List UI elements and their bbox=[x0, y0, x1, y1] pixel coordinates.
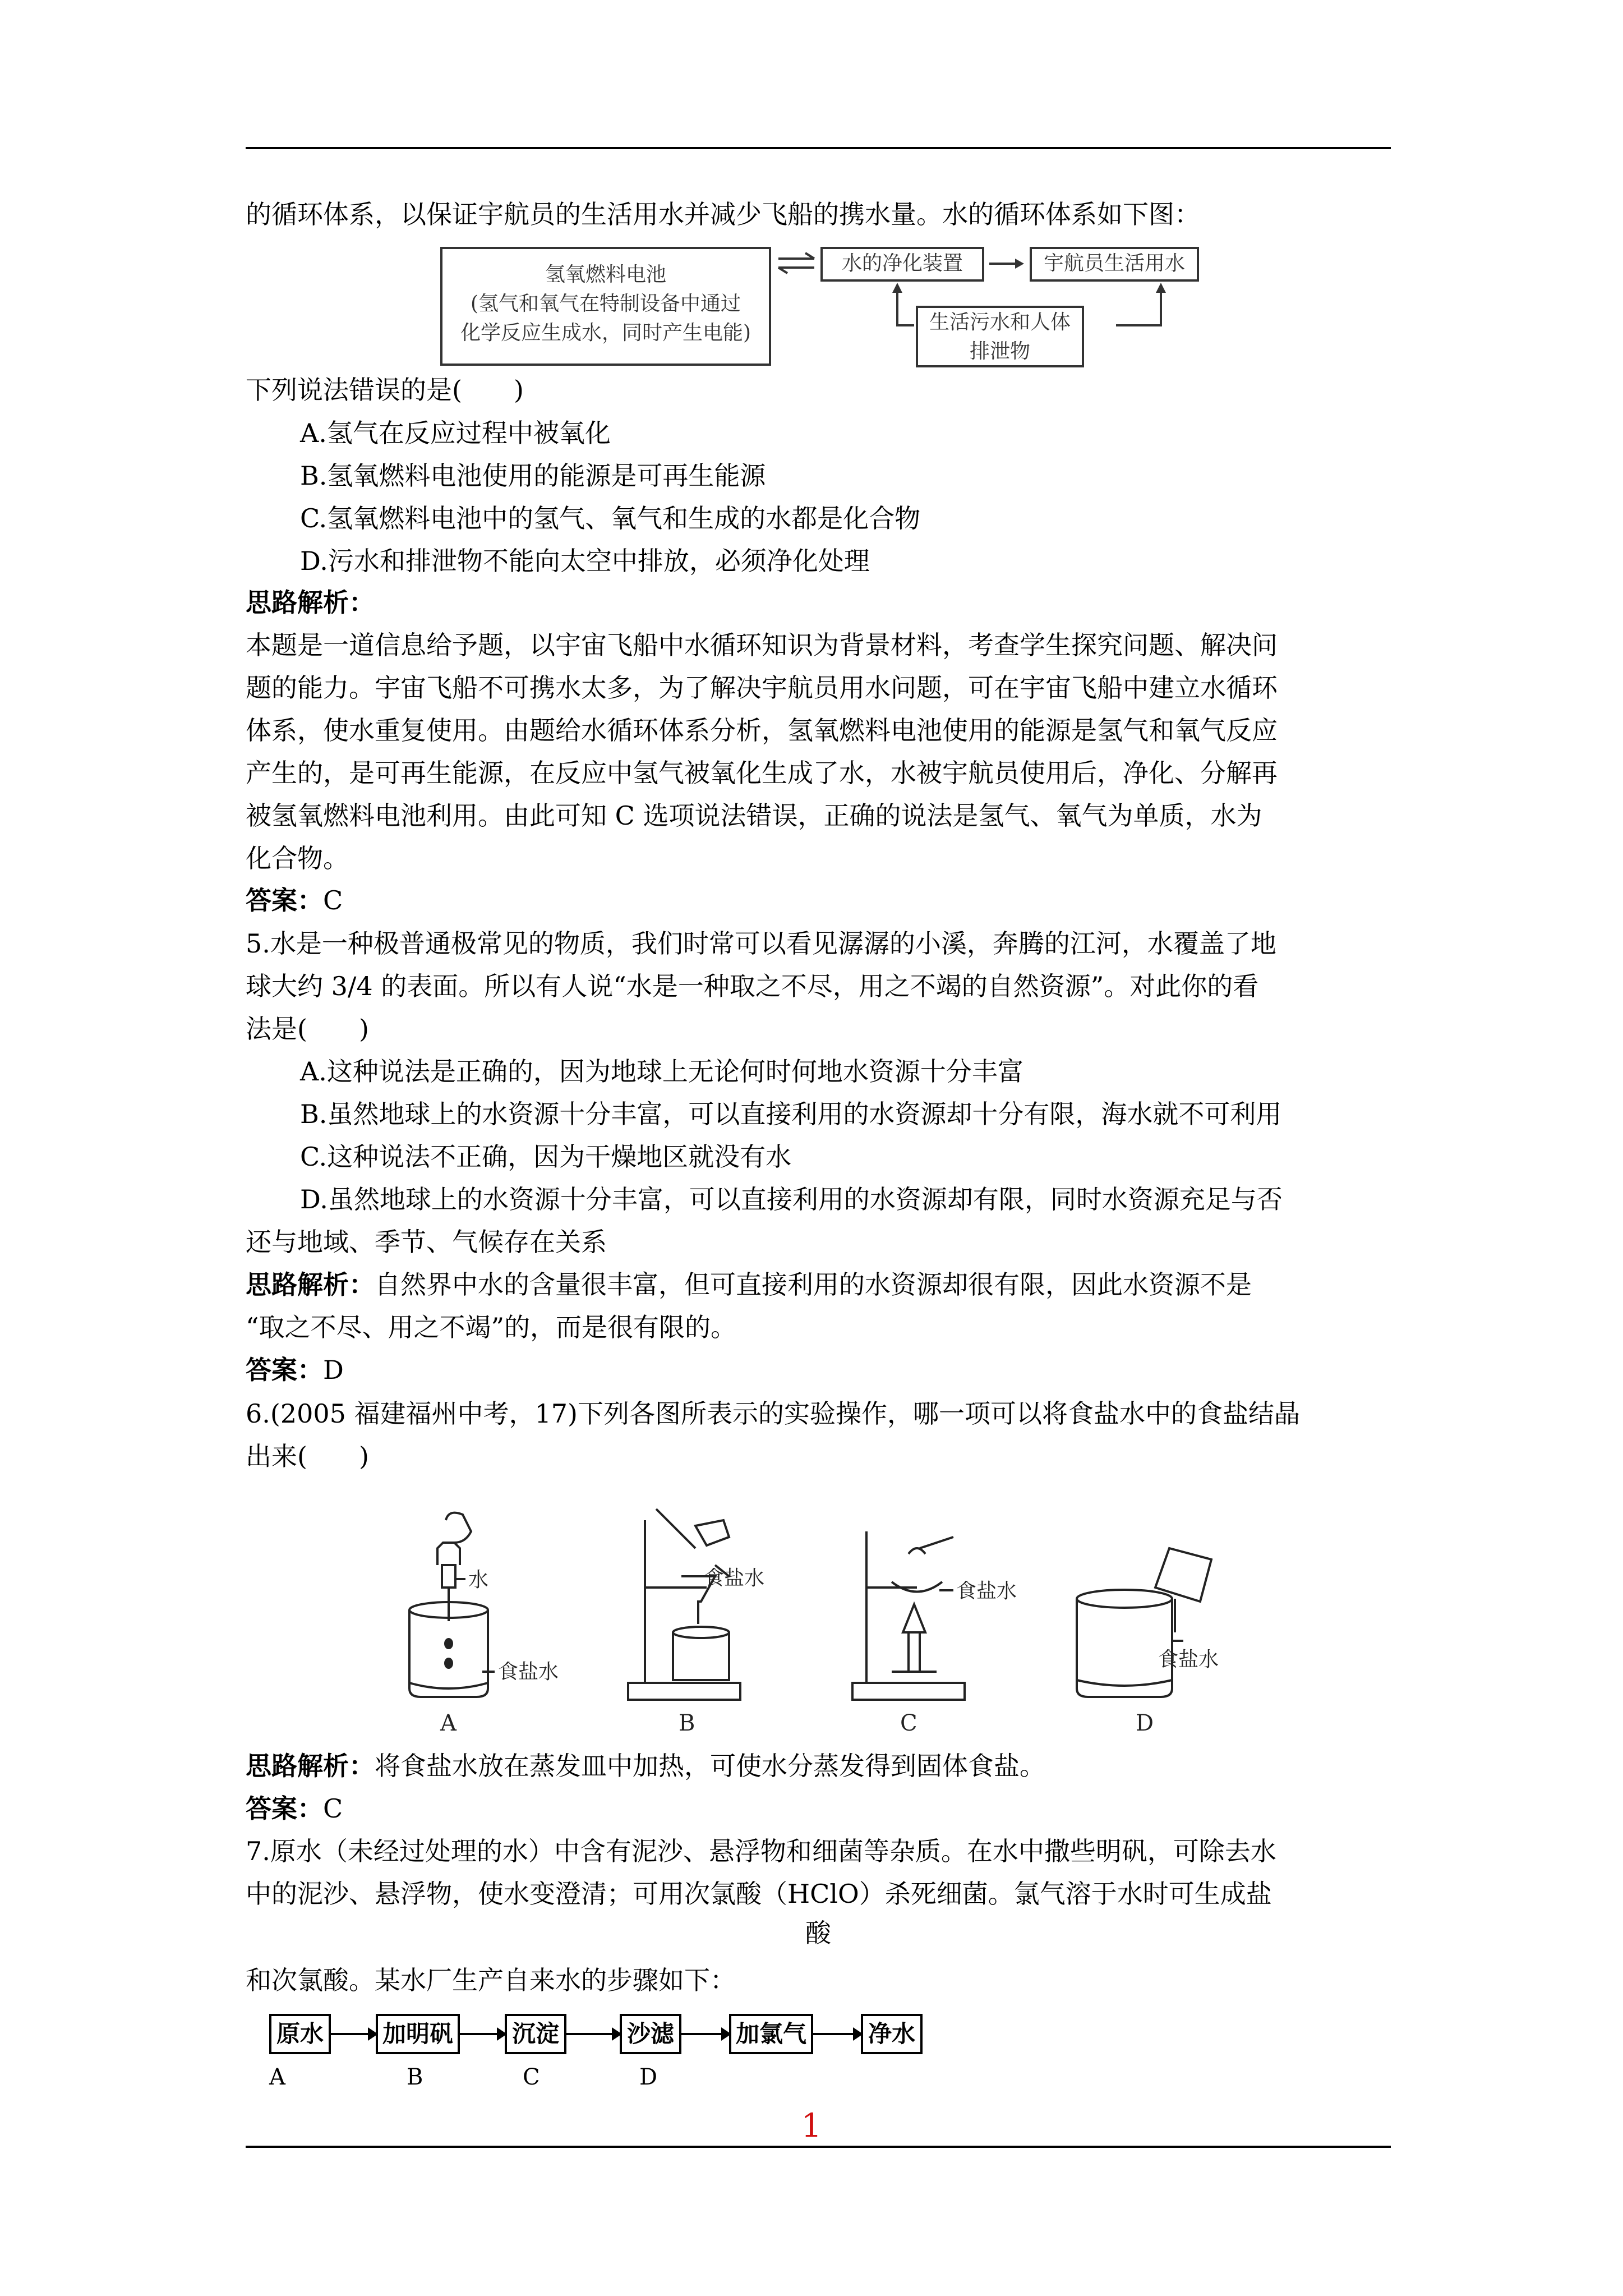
answer-label: 答案： bbox=[246, 1355, 323, 1385]
flow-label-b: B bbox=[407, 2064, 423, 2090]
q5-option-d: D.虽然地球上的水资源十分丰富，可以直接利用的水资源却有限，同时水资源充足与否 bbox=[300, 1184, 1283, 1214]
header-rule bbox=[246, 147, 1391, 149]
label-salt-water: 食盐水 bbox=[956, 1580, 1017, 1603]
answer-value: D bbox=[323, 1355, 344, 1385]
answer-label: 答案： bbox=[246, 1793, 323, 1824]
q4-answer bbox=[246, 884, 343, 917]
label-water: 水 bbox=[468, 1568, 489, 1591]
flow-arrow bbox=[331, 2033, 376, 2035]
q5-analysis-cont: “取之不尽、用之不竭”的，而是很有限的。 bbox=[246, 1312, 737, 1342]
arrow-right-icon bbox=[987, 252, 1026, 275]
intro-line: 的循环体系，以保证宇航员的生活用水并减少飞船的携水量。水的循环体系如下图： bbox=[246, 199, 1200, 229]
label-salt-water: 食盐水 bbox=[704, 1567, 765, 1590]
purifier-box: 水的净化装置 bbox=[820, 247, 984, 282]
q5-stem-line: 法是( ) bbox=[246, 1014, 369, 1044]
q4-analysis-line: 题的能力。宇宙飞船不可携水太多，为了解决宇航员用水问题，可在宇宙飞船中建立水循环 bbox=[246, 673, 1278, 703]
waste-line-2: 排泄物 bbox=[969, 340, 1030, 363]
analysis-label: 思路解析： bbox=[246, 1269, 375, 1300]
q6-stem-line: 出来( ) bbox=[246, 1441, 369, 1471]
flow-step-add-chlorine: 加氯气 bbox=[729, 2014, 813, 2054]
q4-analysis-line: 产生的，是可再生能源，在反应中氢气被氧化生成了水，水被宇航员使用后，净化、分解再 bbox=[246, 758, 1278, 788]
flow-step-settle: 沉淀 bbox=[505, 2014, 566, 2054]
label-a: A bbox=[440, 1710, 457, 1736]
q5-option-d-cont: 还与地域、季节、气候存在关系 bbox=[246, 1227, 607, 1257]
fuel-cell-box bbox=[440, 247, 771, 366]
answer-value: C bbox=[323, 1793, 343, 1824]
answer-value: C bbox=[323, 885, 343, 915]
page-number: 1 bbox=[801, 2106, 822, 2145]
flow-step-clean-water: 净水 bbox=[861, 2014, 923, 2054]
analysis-label: 思路解析： bbox=[246, 1751, 375, 1781]
q7-line-wrap: 酸 bbox=[805, 1918, 831, 1948]
q5-answer bbox=[246, 1353, 344, 1387]
flow-arrow bbox=[566, 2033, 620, 2035]
q4-analysis-line: 体系，使水重复使用。由题给水循环体系分析，氢氧燃料电池使用的能源是氢气和氧气反应 bbox=[246, 715, 1278, 746]
q5-option-b: B.虽然地球上的水资源十分丰富，可以直接利用的水资源却十分有限，海水就不可利用 bbox=[300, 1099, 1282, 1129]
flow-arrow bbox=[460, 2033, 505, 2035]
astronaut-water-box: 宇航员生活用水 bbox=[1030, 247, 1199, 282]
setup-a bbox=[409, 1513, 495, 1697]
flow-label-c: C bbox=[523, 2064, 540, 2090]
setup-b bbox=[628, 1509, 740, 1700]
double-arrow-icon bbox=[774, 250, 819, 278]
label-d: D bbox=[1136, 1710, 1154, 1736]
q4-analysis-line: 化合物。 bbox=[246, 843, 349, 873]
label-b: B bbox=[679, 1710, 695, 1736]
q6-answer bbox=[246, 1792, 343, 1825]
fuel-cell-title: 氢氧燃料电池 bbox=[545, 263, 666, 286]
q4-analysis-line: 本题是一道信息给予题，以宇宙飞船中水循环知识为背景材料，考查学生探究问题、解决问 bbox=[246, 630, 1278, 660]
q4-stem: 下列说法错误的是( ) bbox=[246, 375, 524, 405]
fuel-cell-desc-1: (氢气和氧气在特制设备中通过 bbox=[470, 292, 741, 315]
flow-label-a: A bbox=[269, 2064, 285, 2090]
q5-option-c: C.这种说法不正确，因为干燥地区就没有水 bbox=[300, 1142, 792, 1172]
flow-step-raw-water: 原水 bbox=[269, 2014, 331, 2054]
q4-analysis-line: 被氢氧燃料电池利用。由此可知 C 选项说法错误，正确的说法是氢气、氧气为单质，水为 bbox=[246, 800, 1262, 831]
flow-arrow bbox=[681, 2033, 729, 2035]
q5-option-a: A.这种说法是正确的，因为地球上无论何时何地水资源十分丰富 bbox=[300, 1056, 1023, 1087]
q7-line: 7.原水（未经过处理的水）中含有泥沙、悬浮物和细菌等杂质。在水中撒些明矾，可除去水 bbox=[246, 1836, 1276, 1866]
cycle-arrows-icon bbox=[875, 280, 1211, 337]
q6-stem-line: 6.(2005 福建福州中考，17)下列各图所表示的实验操作，哪一项可以将食盐水中的食盐结晶 bbox=[246, 1398, 1301, 1429]
q4-analysis-label: 思路解析： bbox=[246, 587, 375, 618]
fuel-cell-desc-2: 化学反应生成水，同时产生电能) bbox=[460, 321, 751, 344]
q4-option-c: C.氢氧燃料电池中的氢气、氧气和生成的水都是化合物 bbox=[300, 503, 921, 533]
q5-analysis bbox=[246, 1268, 1252, 1301]
flow-step-sand-filter: 沙滤 bbox=[620, 2014, 681, 2054]
label-c: C bbox=[900, 1710, 917, 1736]
analysis-text: 将食盐水放在蒸发皿中加热，可使水分蒸发得到固体食盐。 bbox=[375, 1751, 1045, 1781]
q7-line: 中的泥沙、悬浮物，使水变澄清；可用次氯酸（HClO）杀死细菌。氯气溶于水时可生成盐 bbox=[246, 1879, 1272, 1909]
experiment-figure bbox=[393, 1503, 1234, 1739]
flow-step-add-alum: 加明矾 bbox=[376, 2014, 460, 2054]
label-salt-water: 食盐水 bbox=[1158, 1648, 1219, 1671]
q4-option-d: D.污水和排泄物不能向太空中排放，必须净化处理 bbox=[300, 546, 870, 576]
label-salt-water: 食盐水 bbox=[498, 1660, 559, 1683]
flow-label-d: D bbox=[639, 2064, 658, 2090]
flow-arrow bbox=[813, 2033, 861, 2035]
waste-line-1: 生活污水和人体 bbox=[929, 311, 1071, 334]
q5-stem-line: 球大约 3/4 的表面。所以有人说“水是一种取之不尽，用之不竭的自然资源”。对此你的看 bbox=[246, 971, 1259, 1001]
q4-option-b: B.氢氧燃料电池使用的能源是可再生能源 bbox=[300, 461, 766, 491]
answer-label: 答案： bbox=[246, 885, 323, 915]
setup-d bbox=[1077, 1548, 1211, 1697]
q5-stem-line: 5.水是一种极普通极常见的物质，我们时常可以看见潺潺的小溪，奔腾的江河，水覆盖了地 bbox=[246, 928, 1276, 959]
analysis-text: 自然界中水的含量很丰富，但可直接利用的水资源却很有限，因此水资源不是 bbox=[375, 1269, 1252, 1300]
footer-rule bbox=[246, 2146, 1391, 2148]
q7-line: 和次氯酸。某水厂生产自来水的步骤如下： bbox=[246, 1965, 736, 1995]
q6-analysis bbox=[246, 1749, 1045, 1783]
q4-option-a: A.氢气在反应过程中被氧化 bbox=[300, 418, 611, 448]
setup-c bbox=[852, 1531, 965, 1700]
